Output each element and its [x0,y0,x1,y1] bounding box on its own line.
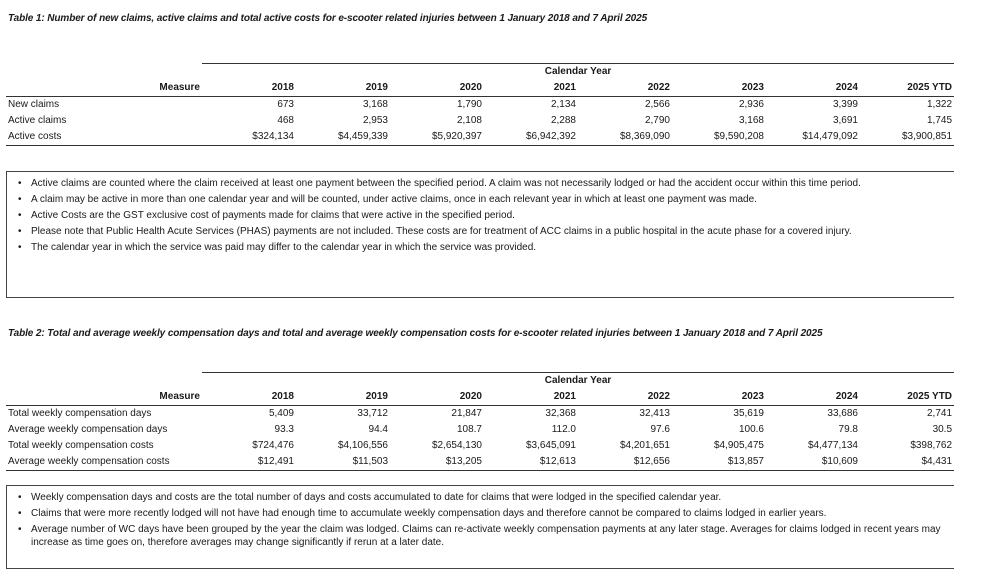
cell-value: $4,905,475 [713,440,764,451]
cell-value: $6,942,392 [484,129,578,146]
table1-corner [6,64,202,81]
cell-value: $11,503 [296,454,390,471]
cell-value: $4,106,556 [337,440,388,451]
cell-value: 94.4 [368,424,388,435]
note-item: • Average number of WC days have been grouped by the year the claim was lodged. Claims can re-activate weekly compensation payments at any later stage. Averages for claims lodged in recent years may increase as time goes on, therefore averages may change significantly if rerun at a later date. [31,523,944,549]
table-row [6,113,954,129]
cell-value: 2,134 [550,99,576,110]
cell-value: $12,491 [202,454,296,471]
cell-value: 3,168 [362,99,388,110]
cell-value: $724,476 [252,440,294,451]
cell-value: 2,288 [550,115,576,126]
cell-value: 1,790 [456,99,482,110]
table2-measure-header: Measure [159,391,200,402]
cell-value: $4,459,339 [296,129,390,146]
cell-value: 21,847 [451,408,482,419]
cell-value: $4,431 [860,454,954,471]
row-label: Average weekly compensation days [8,424,168,435]
cell-value: 5,409 [268,408,294,419]
table2 [6,372,954,471]
table1-year-header: 2022 [647,82,670,93]
cell-value: $9,590,208 [672,129,766,146]
cell-value: $12,656 [578,454,672,471]
note-item: • Please note that Public Health Acute Services (PHAS) payments are not included. These costs are for treatment of ACC claims in a public hospital in the acute phase for a covered injury. [31,225,944,238]
table-row [6,129,954,146]
row-label: Active costs [6,129,202,146]
cell-value: 673 [277,99,294,110]
table1-year-header: 2025 YTD [907,82,953,93]
cell-value: 1,322 [927,99,953,110]
cell-value: 32,413 [639,408,670,419]
table-row [6,97,954,114]
cell-value: 108.7 [456,424,482,435]
table2-year-header: 2021 [553,391,576,402]
row-label: Total weekly compensation costs [8,440,154,451]
cell-value: 100.6 [738,424,764,435]
table2-year-header: 2018 [271,391,294,402]
table1-notes [6,171,954,298]
cell-value: 1,745 [927,115,953,126]
cell-value: $12,613 [484,454,578,471]
cell-value: $324,134 [202,129,296,146]
cell-value: 3,399 [832,99,858,110]
row-label: Active claims [8,115,67,126]
cell-value: 2,566 [644,99,670,110]
cell-value: $4,201,651 [619,440,670,451]
table1-year-header: 2020 [459,82,482,93]
table1-year-header: 2023 [741,82,764,93]
table-row [6,422,954,438]
table2-year-header: 2019 [365,391,388,402]
table2-caption: Table 2: Total and average weekly compensation days and total and average weekly compensation costs for e-scooter related injuries between 1 January 2018 and 7 April 2025 [8,328,823,339]
cell-value: 32,368 [545,408,576,419]
cell-value: 2,741 [927,408,953,419]
cell-value: 33,686 [827,408,858,419]
cell-value: 30.5 [932,424,953,435]
cell-value: 2,790 [644,115,670,126]
row-label: New claims [8,99,60,110]
cell-value: $3,900,851 [860,129,954,146]
table1-group-header: Calendar Year [202,64,954,81]
note-item: • A claim may be active in more than one calendar year and will be counted, under active claims, once in each relevant year in which at least one payment was made. [31,193,944,206]
note-item: • The calendar year in which the service was paid may differ to the calendar year in which the service was provided. [31,241,944,254]
table1-measure-header: Measure [159,82,200,93]
table2-corner [6,373,202,390]
table2-year-header: 2024 [835,391,858,402]
table1-year-header: 2018 [271,82,294,93]
table1-year-header: 2021 [553,82,576,93]
cell-value: $13,857 [672,454,766,471]
table2-year-header: 2022 [647,391,670,402]
cell-value: 2,953 [362,115,388,126]
table2-year-header: 2023 [741,391,764,402]
row-label: Average weekly compensation costs [6,454,202,471]
cell-value: 3,168 [738,115,764,126]
table1-caption: Table 1: Number of new claims, active claims and total active costs for e-scooter related injuries between 1 January 2018 and 7 April 2025 [8,13,648,24]
cell-value: $4,477,134 [807,440,858,451]
cell-value: $398,762 [910,440,953,451]
note-item: • Claims that were more recently lodged will not have had enough time to accumulate weekly compensation days and therefore cannot be compared to claims lodged in earlier years. [31,507,944,520]
cell-value: $5,920,397 [390,129,484,146]
table2-year-header: 2025 YTD [907,391,953,402]
row-label: Total weekly compensation days [8,408,152,419]
cell-value: 79.8 [838,424,858,435]
cell-value: 2,108 [456,115,482,126]
cell-value: 97.6 [650,424,670,435]
table2-group-header: Calendar Year [202,373,954,390]
cell-value: $14,479,092 [766,129,860,146]
cell-value: 468 [277,115,294,126]
cell-value: 93.3 [274,424,294,435]
table2-notes [6,485,954,569]
cell-value: $2,654,130 [431,440,482,451]
cell-value: $13,205 [390,454,484,471]
cell-value: 112.0 [551,424,576,435]
cell-value: $10,609 [766,454,860,471]
table-row [6,454,954,471]
table-row [6,406,954,423]
note-item: • Active Costs are the GST exclusive cost of payments made for claims that were active in the specified period. [31,209,944,222]
cell-value: 33,712 [357,408,388,419]
cell-value: 3,691 [832,115,858,126]
note-item: • Weekly compensation days and costs are the total number of days and costs accumulated to date for claims that were lodged in the specified calendar year. [31,491,944,504]
cell-value: 2,936 [738,99,764,110]
table-row [6,438,954,454]
cell-value: 35,619 [733,408,764,419]
note-item: • Active claims are counted where the claim received at least one payment between the specified period. A claim was not necessarily lodged or had the accident occur within this time period. [31,177,944,190]
table1-year-header: 2024 [835,82,858,93]
table2-year-header: 2020 [459,391,482,402]
table1-year-header: 2019 [365,82,388,93]
table1 [6,63,954,146]
cell-value: $8,369,090 [578,129,672,146]
cell-value: $3,645,091 [525,440,576,451]
